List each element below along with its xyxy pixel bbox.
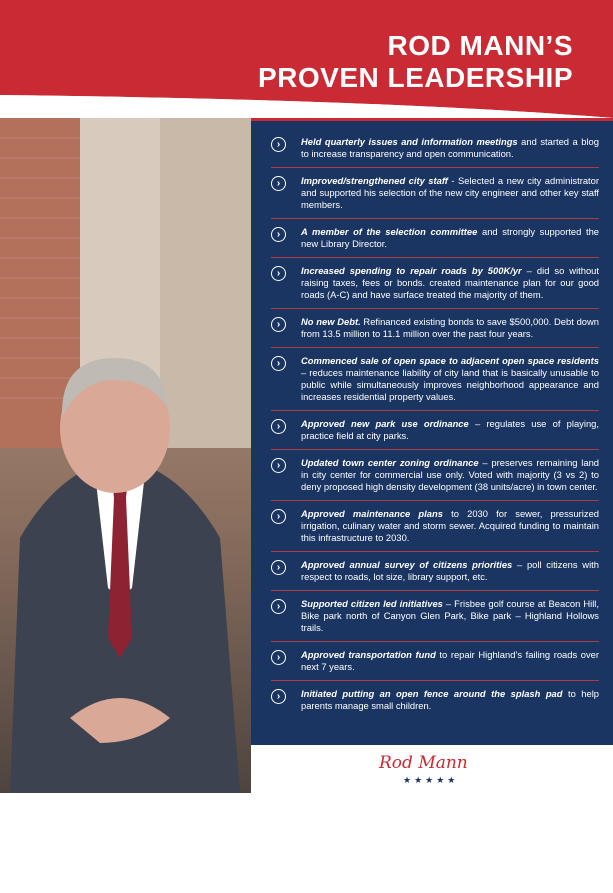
chevron-right-icon: › [271,176,286,191]
stars-icon: ★★★★★ [403,775,459,785]
chevron-right-icon: › [271,137,286,152]
list-item [271,348,599,411]
item-lead: Updated town center zoning ordinance [301,457,479,468]
list-item [271,129,599,168]
list-item [271,591,599,642]
chevron-right-icon: › [271,227,286,242]
item-lead: A member of the selection committee [301,226,478,237]
header-banner [0,0,613,130]
chevron-right-icon: › [271,650,286,665]
chevron-right-icon: › [271,509,286,524]
list-item [271,411,599,450]
list-item [271,450,599,501]
chevron-right-icon: › [271,356,286,371]
list-item [271,219,599,258]
chevron-right-icon: › [271,317,286,332]
item-lead: Improved/strengthened city staff [301,175,448,186]
accomplishments-list [251,121,613,719]
item-body: – reduces maintenance liability of city land that is basically unusable to public while simultaneously improves neighborhood appearance and increases residential property values. [301,367,599,402]
item-lead: Approved transportation fund [301,649,436,660]
chevron-right-icon: › [271,458,286,473]
item-body: - Selected a new city administrator and supported his selection of the new city engineer and other key staff members. [301,175,599,210]
item-body: – poll citizens with respect to roads, lot size, library support, etc. [301,559,599,582]
item-lead: Approved maintenance plans [301,508,443,519]
chevron-right-icon: › [271,560,286,575]
item-lead: Approved new park use ordinance [301,418,469,429]
list-item [271,552,599,591]
item-body: and strongly supported the new Library Director. [301,226,599,249]
candidate-photo [0,118,251,893]
item-body: – preserves remaining land in city center for commercial use only. Voted with majority (3 vs 2) to deny proposed high density development (38 units/acre) in town center. [301,457,599,492]
chevron-right-icon: › [271,689,286,704]
portrait-illustration [0,118,251,793]
item-lead: Approved annual survey of citizens priorities [301,559,513,570]
item-body: to repair Highland’s failing roads over next 7 years. [301,649,599,672]
website-url: WWW.MANNFORMAYOR.COM [11,876,234,893]
item-body: and started a blog to increase transparency and open communication. [301,136,599,159]
item-lead: No new Debt. [301,316,361,327]
item-body: – regulates use of playing, practice field at city parks. [301,418,599,441]
footer-signature-area [251,745,613,793]
list-item [271,309,599,348]
chevron-right-icon: › [271,419,286,434]
item-lead: Supported citizen led initiatives [301,598,443,609]
list-item [271,501,599,552]
item-body: to 2030 for sewer, pressurized irrigation, culinary water and storm sewer. Acquired funding to maintain this infrastructure to 2030. [301,508,599,543]
item-body: to help parents manage small children. [301,688,599,711]
item-body: – did so without raising taxes, fees or bonds. created maintenance plan for our good roads (A-C) and have surface treated the majority of them. [301,265,600,300]
page-title [258,30,573,94]
list-item [271,258,599,309]
item-lead: Commenced sale of open space to adjacent open space residents [301,355,599,366]
list-item [271,681,599,719]
item-lead: Initiated putting an open fence around the splash pad [301,688,563,699]
title-line-2: PROVEN LEADERSHIP [258,62,573,93]
accomplishments-panel [251,118,613,745]
list-item [271,168,599,219]
chevron-right-icon: › [271,599,286,614]
item-lead: Held quarterly issues and information meetings [301,136,518,147]
chevron-right-icon: › [271,266,286,281]
item-lead: Increased spending to repair roads by 500K/yr [301,265,522,276]
signature: Rod Mann [379,753,468,773]
item-body: Refinanced existing bonds to save $500,000. Debt down from 13.5 million to 11.1 million over the past four years. [301,316,599,339]
item-body: – Frisbee golf course at Beacon Hill, Bike park north of Canyon Glen Park, Bike park – Highland Hollows trails. [301,598,599,633]
title-line-1: ROD MANN’S [387,30,573,61]
list-item [271,642,599,681]
